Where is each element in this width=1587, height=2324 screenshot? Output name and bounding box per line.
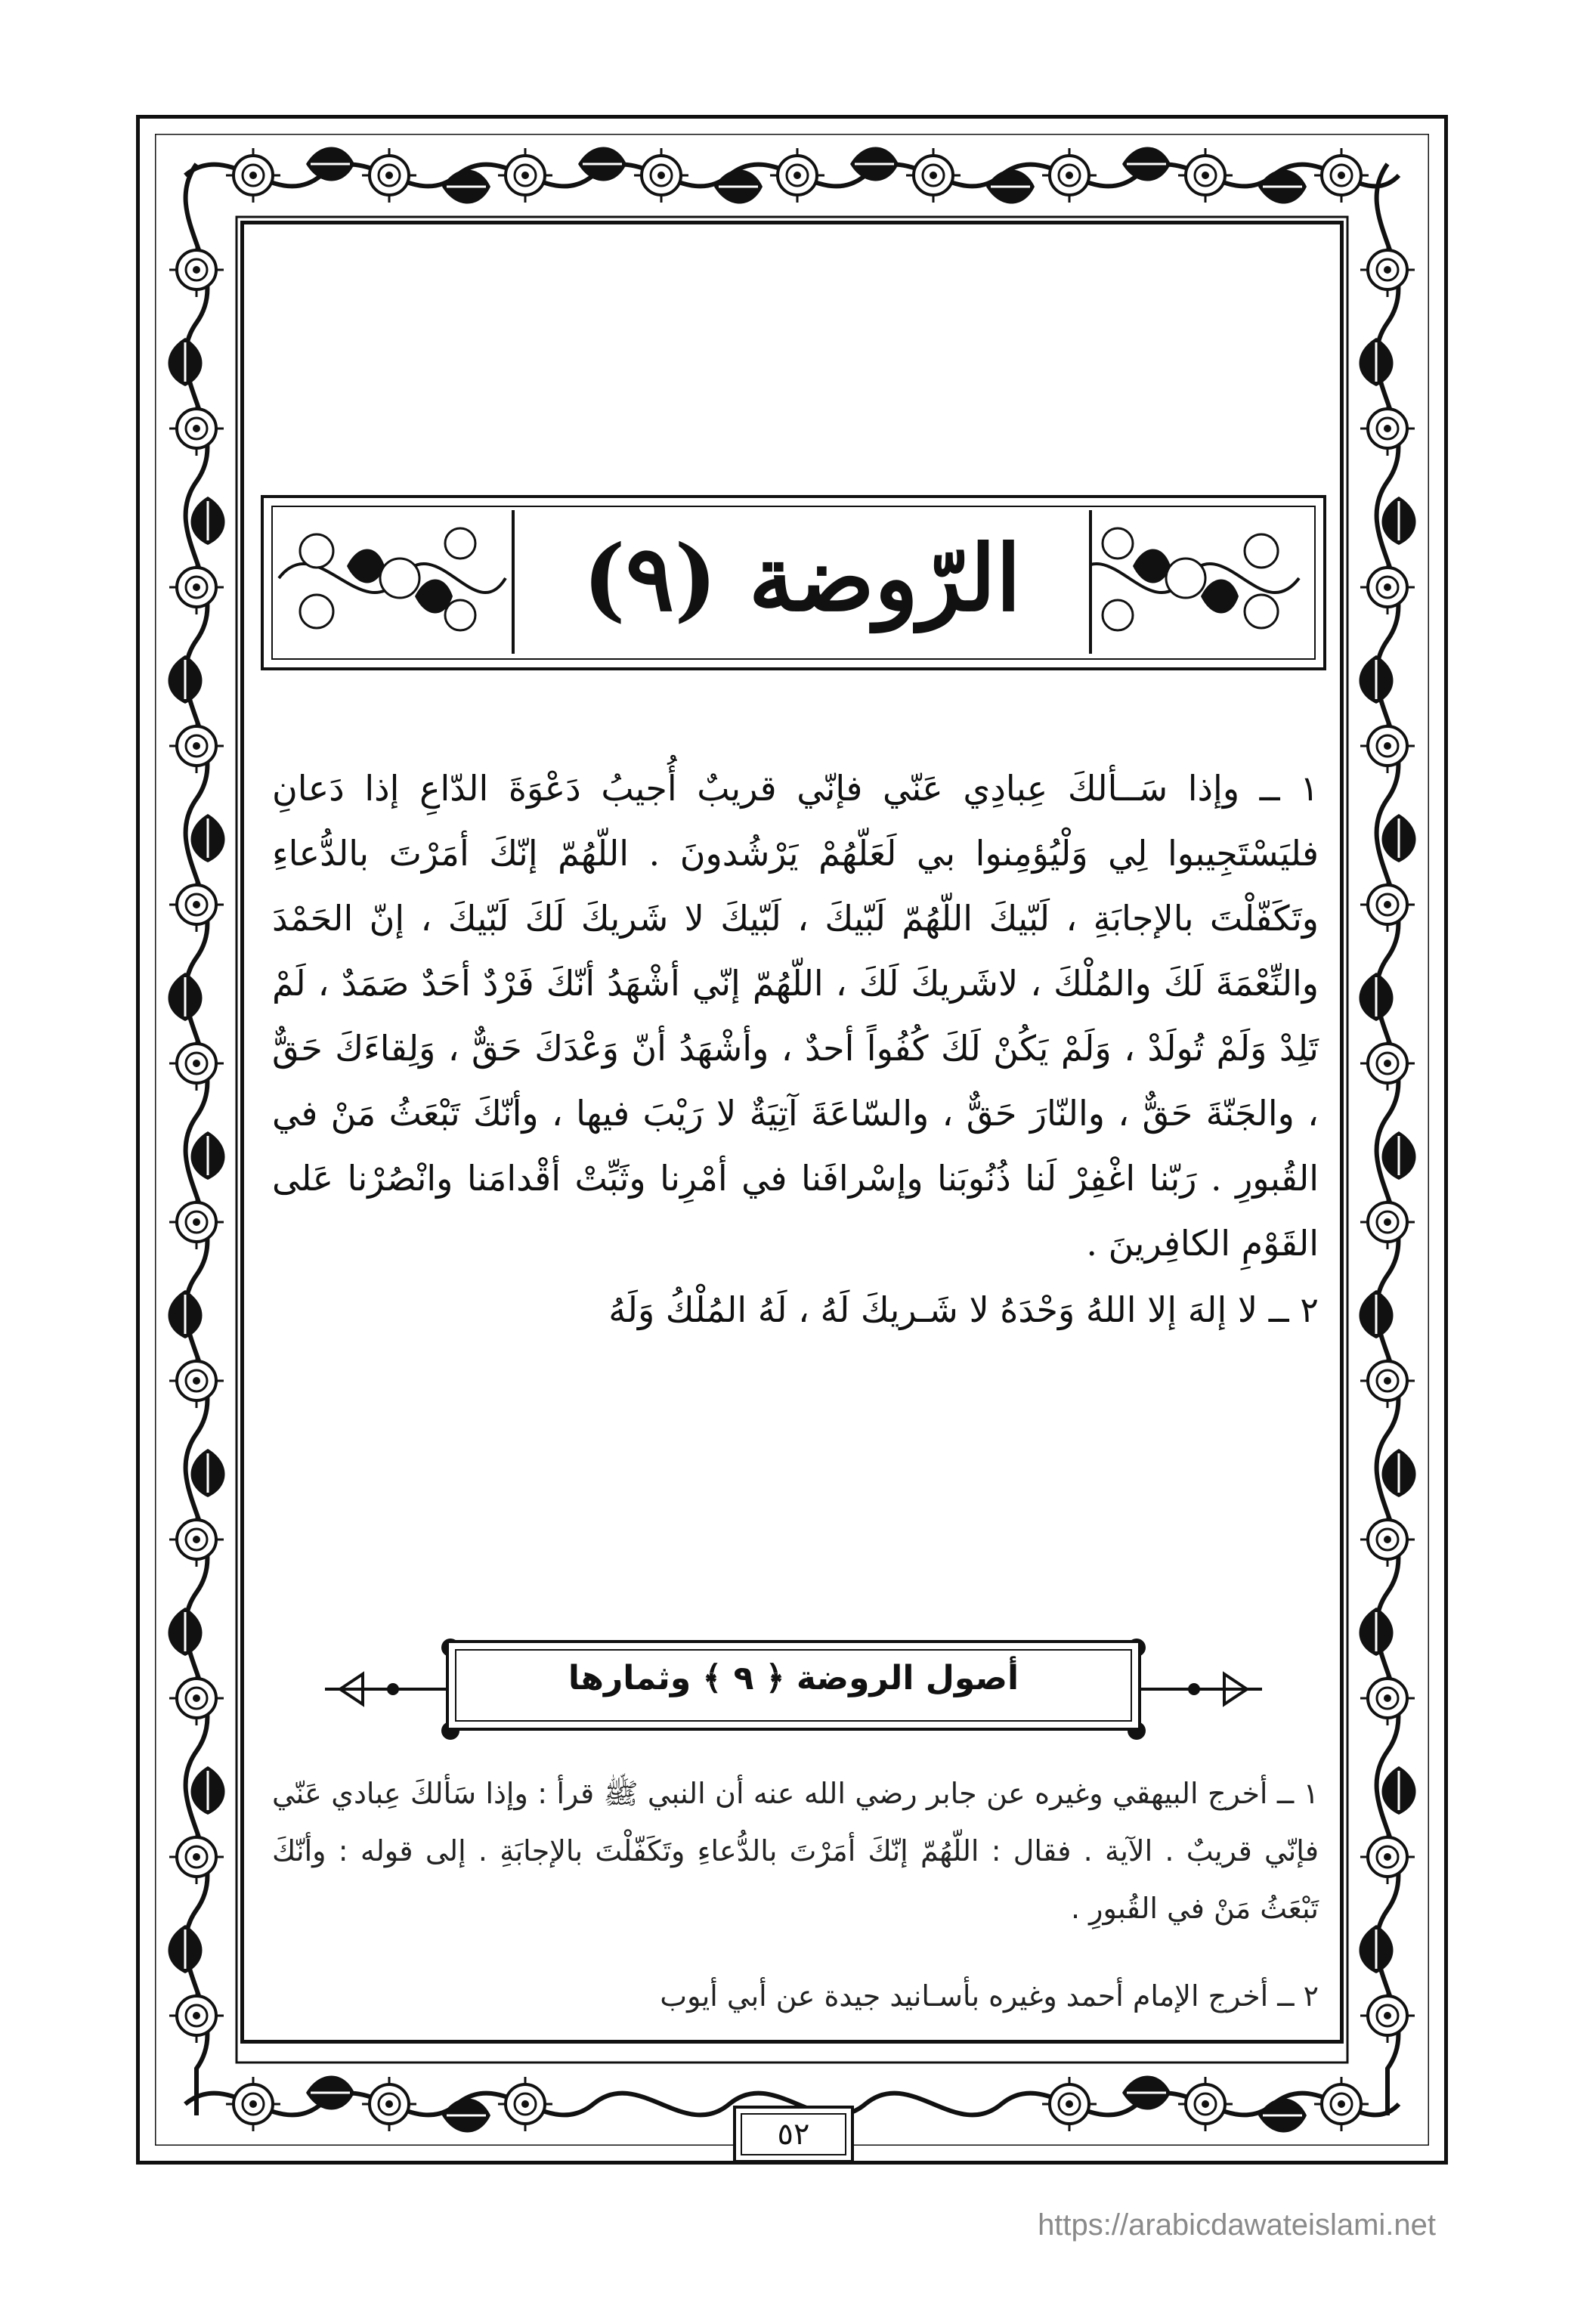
section-header-label: أصول الروضة ﴿ ٩ ﴾ وثمارها [568,1659,1019,1697]
watermark-url: https://arabicdawateislami.net [1038,2208,1436,2242]
title-banner [261,495,1326,670]
note-1: ١ ــ أخرج البيهقي وغيره عن جابر رضي الله عنه أن النبي ﷺ قرأ : وإذا سَألكَ عِبادي عَنّي فإنّي قريبٌ . الآية . فقال : اللّهُمّ إنّكَ أمَرْتَ بالدُّعاءِ وتَكَفّلْتَ بالإجابَةِ . إلى قوله : وأنّكَ تَبْعَثُ مَنْ في القُبورِ . [272,1777,1319,1925]
title-cartouche [512,510,1092,654]
page-number-box [733,2106,854,2163]
section-header [317,1632,1270,1746]
page-number: ٥٢ [777,2117,810,2152]
notes-text [272,1765,1319,2025]
note-2: ٢ ــ أخرج الإمام أحمد وغيره بأسـانيد جيدة عن أبي أيوب [660,1979,1319,2013]
main-paragraph-2: ٢ ــ لا إلهَ إلا اللهُ وَحْدَهُ لا شَـريكَ لَهُ ، لَهُ المُلْكُ وَلَهُ [608,1289,1319,1330]
main-paragraph-1: ١ ــ وإذا سَــألكَ عِبادِي عَنّي فإنّي قريبٌ أُجيبُ دَعْوَةَ الدّاعِ إذا دَعانِ فليَسْتَجِيبوا لِي وَلْيُؤمِنوا بي لَعَلّهُمْ يَرْشُدونَ . اللّهُمّ إنّكَ أمَرْتَ بالدُّعاءِ وتَكَفّلْتَ بالإجابَةِ ، لَبّيكَ اللّهُمّ لَبّيكَ ، لَبّيكَ لا شَريكَ لَكَ لَبّيكَ ، إنّ الحَمْدَ والنِّعْمَةَ لَكَ والمُلْكَ ، لاشَريكَ لَكَ ، اللّهُمّ إنّي أشْهَدُ أنّكَ فَرْدٌ أحَدٌ صَمَدٌ ، لَمْ تَلِدْ وَلَمْ تُولَدْ ، وَلَمْ يَكُنْ لَكَ كُفُواً أحدٌ ، وأشْهَدُ أنّ وَعْدَكَ حَقٌّ ، وَلِقاءَكَ حَقٌّ ، والجَنّةَ حَقٌّ ، والنّارَ حَقٌّ ، والسّاعَةَ آتِيَةٌ لا رَيْبَ فيها ، وأنّكَ تَبْعَثُ مَنْ في القُبورِ . رَبّنا اغْفِرْ لَنا ذُنُوبَنا وإسْرافَنا في أمْرِنا وثَبِّتْ أقْدامَنا وانْصُرْنا عَلى القَوْمِ الكافِرينَ . [272,768,1319,1264]
main-text [272,756,1319,1342]
page-title: الرّوضة (٩) [582,525,1022,632]
